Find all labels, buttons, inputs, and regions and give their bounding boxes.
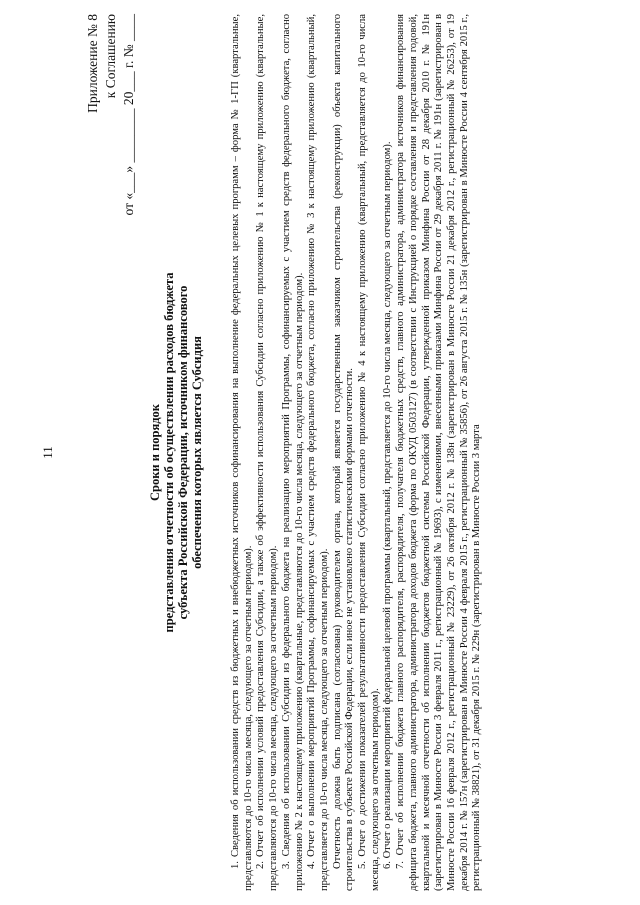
document-title <box>148 0 204 905</box>
title-line-4: обеспечения которых является Субсидия <box>190 336 204 569</box>
title-line-3: субъекта Российской Федерации, источником финансового <box>176 285 190 620</box>
paragraph-6: 6. Отчет о реализации мероприятий федеральной целевой программы (квартальный, представляется до 10-го числа месяца, следующего за отчетным периодом). <box>382 141 394 869</box>
appendix-header <box>84 14 138 216</box>
appendix-number: Приложение № 8 <box>85 14 100 113</box>
page-number: 11 <box>40 446 55 459</box>
paragraph-signature-note: Отчетность должна быть подписана (согласована) руководителем органа, который является государственным заказчиком строительства (реконструкции) объекта капитального строительства в субъекте Российской Федерации, если иное не установлено статистическими формами отчетности. <box>331 14 356 891</box>
appendix-agreement-ref: к Соглашению <box>103 14 118 99</box>
paragraph-7: 7. Отчет об исполнении бюджета главного распорядителя, распорядителя, получателя бюджетных средств, главного администратора, администратора источников финансирования дефицита бюджета, главного администратора, администратора доходов бюджета (форма по ОКУД 0503127) (в соответствии с Инструкцией о порядке составления и представления годовой, квартальной и месячной отчетности об исполнении бюджетов бюджетной системы Российской Федерации, утвержденной приказом Минфина России от 28 декабря 2010 г. № 191н (зарегистрирован в Минюсте России 3 февраля 2011 г., регистрационный № 19693), с изменениями, внесенными приказами Минфина России от 29 декабря 2011 г. № 191н (зарегистрирован в Минюсте России 16 февраля 2012 г., регистрационный № 23229), от 26 октября 2012 г. № 138н (зарегистрирован в Минюсте России 21 декабря 2012 г., регистрационный № 26253), от 19 декабря 2014 г. № 157н (зарегистрирован в Минюсте России 4 февраля 2015 г., регистрационный № 35856), от 26 августа 2015 г. № 135н (зарегистрирован в Минюсте России 4 сентября 2015 г., регистрационный № 38821), от 31 декабря 2015 г. № 229н (зарегистрирован в Минюсте России 3 марта <box>395 14 483 891</box>
title-line-2: представления отчетности об осуществлении расходов бюджета <box>162 272 176 633</box>
paragraph-2: 2. Отчет об исполнении условий предоставления Субсидии, а также об эффективности использования Субсидии согласно приложению № 1 к настоящему приложению (квартальные, представляются до 10-го числа месяца, следующего за отчетным периодом). <box>255 14 280 891</box>
paragraph-3: 3. Сведения об использовании Субсидии из федерального бюджета на реализацию мероприятий Программы, софинансируемых с участием средств федерального бюджета, согласно приложению № 2 к настоящему приложению (квартальные, представляются до 10-го числа месяца, следующего за отчетным периодом). <box>280 14 305 891</box>
paragraph-5: 5. Отчет о достижении показателей результативности предоставления Субсидии согласно приложению № 4 к настоящему приложению (квартальный, представляется до 10-го числа месяца, следующего за отчетным периодом). <box>357 14 381 891</box>
paragraph-4: 4. Отчет о выполнении мероприятий Программы, софинансируемых с участием средств федерального бюджета, согласно приложению № 3 к настоящему приложению (квартальный, представляется до 10-го числа месяца, следующего за отчетным периодом). <box>306 14 330 891</box>
title-line-1: Сроки и порядок <box>148 403 162 502</box>
appendix-date-line: от «___» ________ 20___ г. № ____ <box>121 14 136 216</box>
document-body <box>230 14 484 891</box>
paragraph-1: 1. Сведения об использовании средств из бюджетных и внебюджетных источников софинансирования на выполнение федеральных целевых программ – форма № 1-ГП (квартальные, представляются до 10-го числа месяца, следующего за отчетным периодом). <box>230 14 254 891</box>
